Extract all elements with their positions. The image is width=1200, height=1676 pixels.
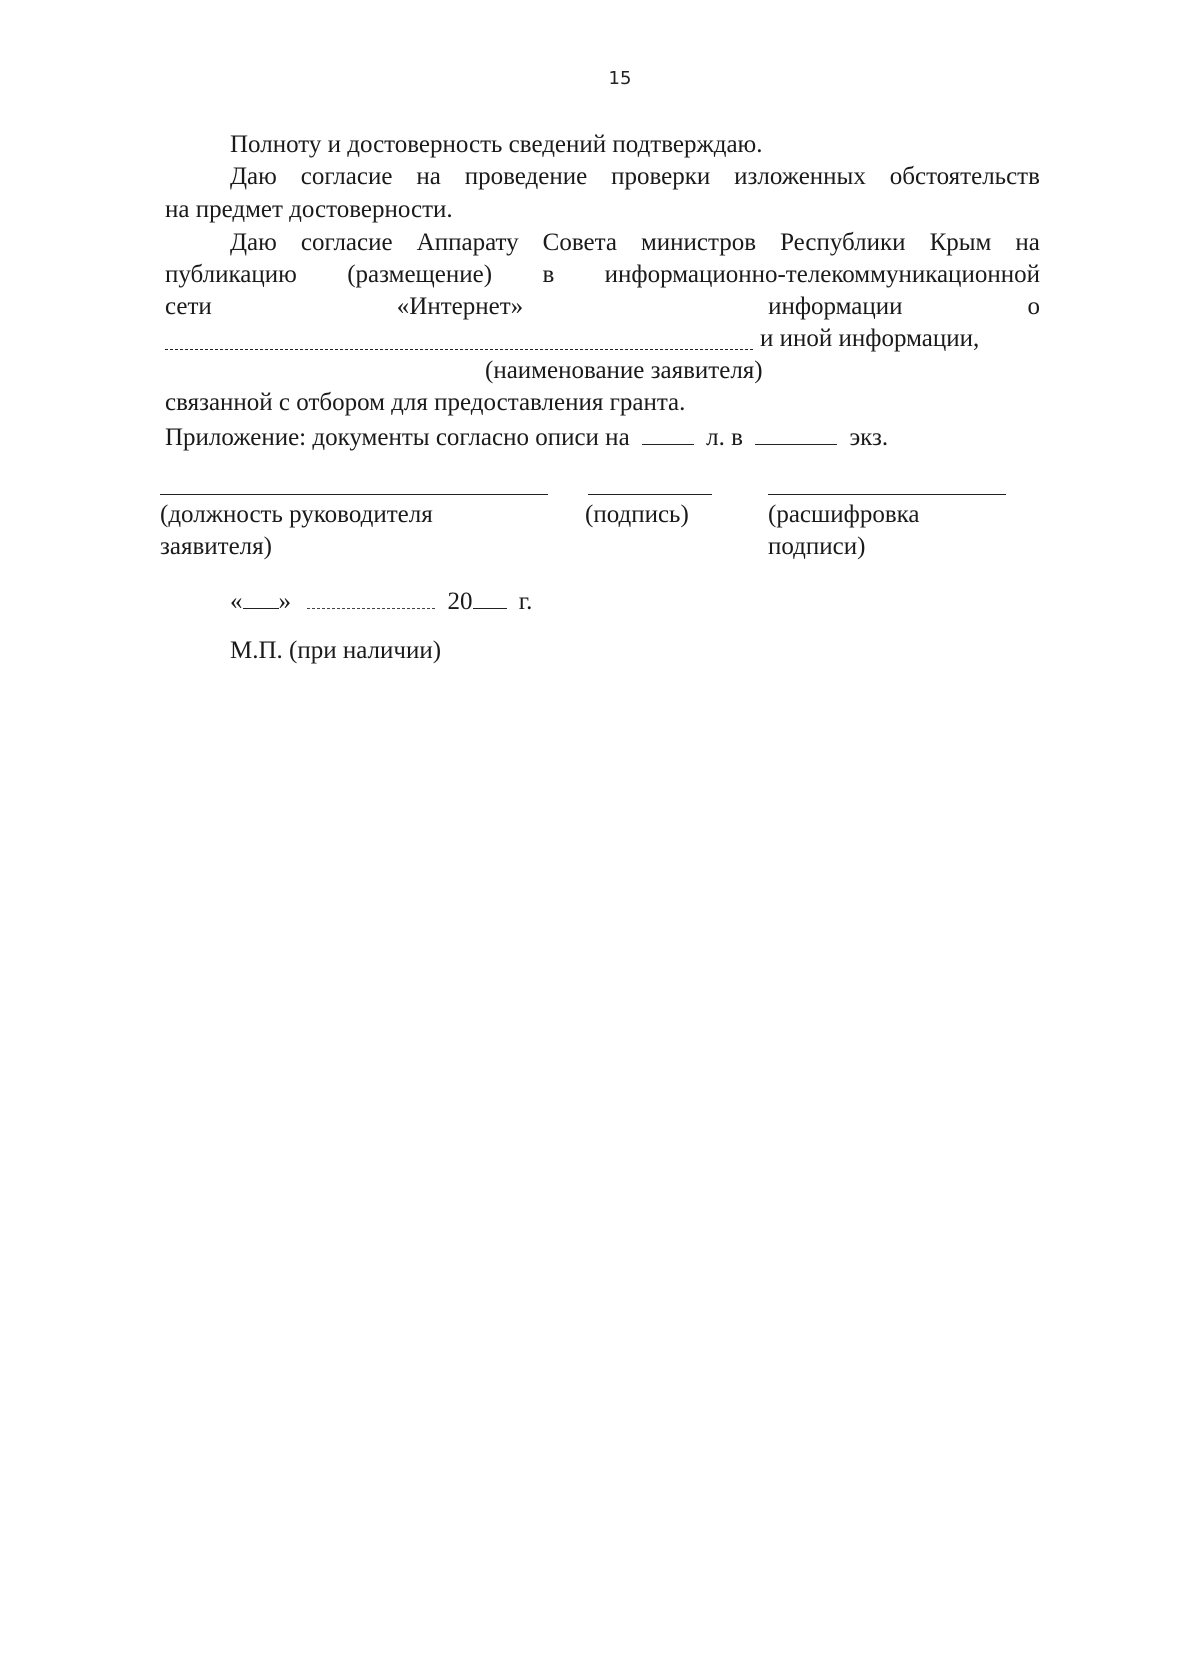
- other-info-text: и иной информации,: [760, 325, 980, 352]
- attachment-prefix: Приложение: документы согласно описи на: [165, 424, 630, 451]
- para-confirmation: Полноту и достоверность сведений подтверждаю.: [230, 131, 763, 158]
- word: Аппарату: [416, 229, 519, 256]
- word: проверки: [611, 163, 711, 190]
- word: на: [1015, 229, 1040, 256]
- applicant-name-caption: (наименование заявителя): [485, 357, 763, 384]
- signature-caption: (подпись): [585, 501, 689, 528]
- year-blank[interactable]: [473, 584, 507, 609]
- word: министров: [640, 229, 757, 256]
- seal-text: М.П. (при наличии): [230, 637, 442, 664]
- word: проведение: [464, 163, 588, 190]
- applicant-name-blank[interactable]: [165, 349, 753, 350]
- word: сети: [165, 293, 212, 320]
- attachment-line: [165, 420, 888, 453]
- word: изложенных: [734, 163, 866, 190]
- word: Даю: [230, 163, 277, 190]
- word: информационно-телекоммуникационной: [604, 261, 1040, 288]
- grant-selection-text: связанной с отбором для предоставления гранта.: [165, 389, 686, 416]
- para-consent-publish-line1: [230, 228, 1040, 258]
- date-close-quote: »: [278, 588, 291, 615]
- copies-count-blank[interactable]: [755, 420, 837, 445]
- attachment-mid: л. в: [706, 424, 743, 451]
- word: Совета: [542, 229, 617, 256]
- word: согласие: [300, 229, 393, 256]
- date-line: [230, 584, 532, 617]
- decoding-caption-line1: (расшифровка: [768, 501, 920, 528]
- word: (размещение): [347, 261, 493, 288]
- word: публикацию: [165, 261, 297, 288]
- position-caption-line1: (должность руководителя: [160, 501, 433, 528]
- date-open-quote: «: [230, 588, 243, 615]
- word: Республики: [780, 229, 906, 256]
- word: в: [542, 261, 555, 288]
- position-caption-line2: заявителя): [160, 533, 272, 560]
- word: согласие: [300, 163, 393, 190]
- para-consent-check-line1: [230, 162, 1040, 192]
- word: информации: [768, 293, 903, 320]
- year-suffix: г.: [518, 588, 533, 615]
- word: на: [416, 163, 441, 190]
- para-consent-publish-line3: [165, 292, 1040, 322]
- attachment-suffix: экз.: [849, 424, 889, 451]
- para-consent-check-line2: на предмет достоверности.: [165, 196, 453, 223]
- sheets-count-blank[interactable]: [642, 420, 694, 445]
- page-number: 15: [608, 68, 632, 89]
- month-blank[interactable]: [307, 584, 435, 609]
- para-consent-publish-line2: [165, 260, 1040, 290]
- word: обстоятельств: [889, 163, 1040, 190]
- decoding-signature-line[interactable]: [768, 494, 1006, 495]
- signature-line[interactable]: [588, 494, 712, 495]
- word: о: [1027, 293, 1040, 320]
- word: «Интернет»: [396, 293, 524, 320]
- word: Крым: [929, 229, 992, 256]
- decoding-caption-line2: подписи): [768, 533, 866, 560]
- word: Даю: [230, 229, 277, 256]
- position-signature-line[interactable]: [160, 494, 548, 495]
- day-blank[interactable]: [243, 584, 279, 609]
- year-prefix: 20: [447, 588, 473, 615]
